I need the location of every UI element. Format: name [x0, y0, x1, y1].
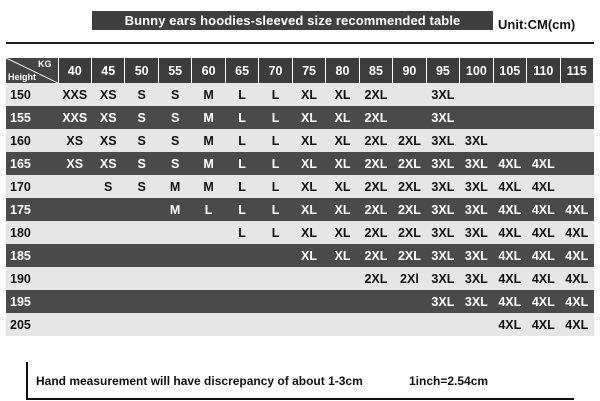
size-cell: [58, 198, 91, 221]
height-label: Height: [8, 72, 36, 82]
size-cell: 2XL: [359, 129, 392, 152]
table-row: [6, 83, 594, 106]
size-cell: [560, 175, 593, 198]
size-cell: M: [192, 129, 225, 152]
size-cell: XS: [91, 152, 124, 175]
size-cell: [527, 129, 560, 152]
size-cell: [58, 290, 91, 313]
size-cell: 3XL: [426, 198, 459, 221]
weight-header-cell: 45: [91, 58, 124, 83]
size-cell: 3XL: [460, 290, 493, 313]
size-cell: [125, 244, 158, 267]
size-cell: [560, 129, 593, 152]
size-cell: 2XL: [359, 244, 392, 267]
size-cell: XL: [326, 129, 359, 152]
size-cell: XL: [326, 175, 359, 198]
table-row: [6, 244, 594, 267]
size-cell: 3XL: [460, 152, 493, 175]
size-cell: S: [158, 83, 191, 106]
size-cell: [259, 290, 292, 313]
size-cell: XL: [326, 152, 359, 175]
size-cell: [292, 290, 325, 313]
size-cell: 4XL: [560, 267, 593, 290]
size-cell: 2XL: [359, 221, 392, 244]
size-cell: XL: [292, 83, 325, 106]
table-row: [6, 221, 594, 244]
size-cell: 4XL: [493, 152, 526, 175]
weight-header-cell: 90: [393, 58, 426, 83]
size-cell: [91, 244, 124, 267]
size-cell: 4XL: [560, 290, 593, 313]
table-row: [6, 198, 594, 221]
size-cell: 2Xl: [393, 267, 426, 290]
size-cell: [58, 175, 91, 198]
size-cell: [493, 83, 526, 106]
size-cell: [125, 290, 158, 313]
size-cell: [460, 106, 493, 129]
size-cell: 4XL: [493, 198, 526, 221]
size-cell: 4XL: [527, 198, 560, 221]
size-cell: 3XL: [426, 152, 459, 175]
size-cell: [259, 267, 292, 290]
unit-label: Unit:CM(cm): [498, 17, 576, 32]
size-cell: 3XL: [426, 83, 459, 106]
size-cell: L: [225, 175, 258, 198]
size-cell: XL: [292, 106, 325, 129]
size-cell: L: [225, 198, 258, 221]
inch-conversion: 1inch=2.54cm: [409, 374, 489, 388]
size-cell: [225, 313, 258, 336]
weight-header-cell: 95: [426, 58, 459, 83]
table-row: [6, 290, 594, 313]
size-cell: [158, 290, 191, 313]
size-cell: [192, 267, 225, 290]
size-cell: 2XL: [393, 152, 426, 175]
size-cell: 4XL: [560, 221, 593, 244]
size-cell: [393, 106, 426, 129]
size-cell: L: [259, 152, 292, 175]
weight-header-cell: 55: [158, 58, 191, 83]
table-row: [6, 175, 594, 198]
size-cell: 2XL: [393, 175, 426, 198]
size-cell: [58, 221, 91, 244]
size-cell: M: [192, 106, 225, 129]
weight-header-cell: 100: [460, 58, 493, 83]
size-cell: M: [192, 152, 225, 175]
size-cell: 2XL: [359, 83, 392, 106]
height-cell: 195: [6, 290, 58, 313]
size-cell: XL: [292, 152, 325, 175]
size-cell: 4XL: [560, 244, 593, 267]
size-cell: [125, 267, 158, 290]
corner-cell: [6, 58, 58, 83]
table-row: [6, 267, 594, 290]
size-cell: [527, 83, 560, 106]
size-cell: S: [125, 83, 158, 106]
size-cell: [91, 267, 124, 290]
size-cell: 3XL: [460, 175, 493, 198]
size-cell: L: [259, 221, 292, 244]
size-cell: XL: [326, 221, 359, 244]
size-cell: L: [259, 83, 292, 106]
size-cell: [326, 290, 359, 313]
size-cell: [225, 267, 258, 290]
size-cell: XXS: [58, 106, 91, 129]
size-cell: 4XL: [493, 244, 526, 267]
top-divider: [6, 42, 594, 44]
height-cell: 165: [6, 152, 58, 175]
size-cell: XL: [326, 198, 359, 221]
size-cell: 3XL: [426, 175, 459, 198]
size-cell: [460, 83, 493, 106]
size-cell: [91, 313, 124, 336]
size-cell: 4XL: [493, 175, 526, 198]
size-cell: 4XL: [527, 290, 560, 313]
height-cell: 150: [6, 83, 58, 106]
size-cell: XL: [292, 175, 325, 198]
size-cell: 4XL: [527, 175, 560, 198]
table-row: [6, 152, 594, 175]
table-row: [6, 313, 594, 336]
size-cell: [125, 313, 158, 336]
size-cell: S: [91, 175, 124, 198]
size-cell: XL: [292, 198, 325, 221]
bracket-line-vertical: [26, 362, 28, 400]
size-cell: [393, 313, 426, 336]
size-cell: 2XL: [393, 198, 426, 221]
size-cell: [225, 244, 258, 267]
size-cell: 2XL: [359, 106, 392, 129]
size-cell: 4XL: [493, 267, 526, 290]
size-cell: 2XL: [359, 152, 392, 175]
size-cell: S: [125, 152, 158, 175]
height-cell: 155: [6, 106, 58, 129]
size-cell: [192, 313, 225, 336]
size-cell: [192, 221, 225, 244]
size-cell: L: [259, 175, 292, 198]
size-cell: [158, 267, 191, 290]
size-cell: [125, 221, 158, 244]
size-cell: XS: [58, 129, 91, 152]
size-cell: [158, 313, 191, 336]
size-cell: XS: [91, 106, 124, 129]
table-row: [6, 106, 594, 129]
size-cell: [91, 198, 124, 221]
size-cell: S: [125, 175, 158, 198]
size-cell: 4XL: [527, 267, 560, 290]
size-cell: 4XL: [527, 244, 560, 267]
size-cell: L: [225, 221, 258, 244]
size-cell: 4XL: [527, 152, 560, 175]
bracket-line-horizontal: [26, 398, 574, 400]
size-cell: [326, 313, 359, 336]
weight-header-cell: 70: [259, 58, 292, 83]
weight-header-cell: 60: [192, 58, 225, 83]
size-cell: XXS: [58, 83, 91, 106]
height-cell: 185: [6, 244, 58, 267]
size-cell: M: [158, 198, 191, 221]
size-cell: XL: [292, 129, 325, 152]
height-cell: 170: [6, 175, 58, 198]
weight-header-cell: 105: [493, 58, 526, 83]
size-cell: [158, 221, 191, 244]
size-cell: [326, 267, 359, 290]
size-cell: 3XL: [426, 129, 459, 152]
size-cell: [426, 313, 459, 336]
measurement-note: Hand measurement will have discrepancy of about 1-3cm: [36, 374, 363, 388]
size-cell: [125, 198, 158, 221]
size-cell: [91, 290, 124, 313]
size-cell: [259, 313, 292, 336]
height-cell: 190: [6, 267, 58, 290]
size-cell: 4XL: [493, 290, 526, 313]
table-row: [6, 129, 594, 152]
size-cell: 3XL: [460, 221, 493, 244]
size-cell: [58, 313, 91, 336]
size-cell: [158, 244, 191, 267]
weight-header-cell: 65: [225, 58, 258, 83]
size-cell: S: [125, 129, 158, 152]
size-cell: 3XL: [426, 290, 459, 313]
size-cell: 3XL: [426, 267, 459, 290]
size-cell: S: [158, 106, 191, 129]
size-cell: [560, 152, 593, 175]
weight-header-cell: 50: [125, 58, 158, 83]
kg-label: KG: [38, 59, 52, 69]
size-cell: [292, 267, 325, 290]
size-cell: L: [225, 106, 258, 129]
size-cell: 3XL: [460, 244, 493, 267]
size-cell: 4XL: [560, 198, 593, 221]
size-cell: M: [192, 175, 225, 198]
size-cell: L: [259, 129, 292, 152]
size-cell: S: [158, 129, 191, 152]
size-cell: 4XL: [527, 313, 560, 336]
size-cell: [393, 290, 426, 313]
size-cell: 3XL: [426, 221, 459, 244]
height-cell: 180: [6, 221, 58, 244]
height-cell: 160: [6, 129, 58, 152]
size-cell: [58, 244, 91, 267]
size-cell: 3XL: [460, 198, 493, 221]
size-cell: 2XL: [359, 175, 392, 198]
size-cell: [225, 290, 258, 313]
size-cell: L: [192, 198, 225, 221]
size-cell: [560, 83, 593, 106]
size-cell: L: [225, 83, 258, 106]
size-cell: 3XL: [460, 267, 493, 290]
size-cell: [192, 244, 225, 267]
size-cell: S: [158, 152, 191, 175]
weight-header-cell: 40: [58, 58, 91, 83]
size-cell: [493, 106, 526, 129]
size-cell: 4XL: [493, 313, 526, 336]
size-cell: [493, 129, 526, 152]
size-cell: 2XL: [393, 244, 426, 267]
size-cell: XL: [292, 221, 325, 244]
size-cell: S: [125, 106, 158, 129]
size-cell: 4XL: [560, 313, 593, 336]
size-cell: XS: [58, 152, 91, 175]
weight-header-row: [6, 58, 594, 83]
size-cell: 2XL: [393, 221, 426, 244]
size-cell: M: [158, 175, 191, 198]
size-cell: XS: [91, 83, 124, 106]
size-cell: XL: [326, 106, 359, 129]
weight-header-cell: 75: [292, 58, 325, 83]
size-cell: [359, 313, 392, 336]
size-cell: 4XL: [527, 221, 560, 244]
size-cell: [359, 290, 392, 313]
size-cell: L: [225, 152, 258, 175]
height-cell: 175: [6, 198, 58, 221]
size-cell: [192, 290, 225, 313]
table-body: [6, 83, 594, 336]
size-cell: XS: [91, 129, 124, 152]
size-cell: [393, 83, 426, 106]
size-cell: 3XL: [426, 244, 459, 267]
weight-header-cell: 85: [359, 58, 392, 83]
size-cell: L: [259, 198, 292, 221]
size-cell: 4XL: [493, 221, 526, 244]
weight-header-cell: 80: [326, 58, 359, 83]
size-cell: XL: [326, 244, 359, 267]
size-cell: L: [259, 106, 292, 129]
size-cell: [292, 313, 325, 336]
size-cell: XL: [292, 244, 325, 267]
size-cell: [560, 106, 593, 129]
weight-header-cell: 110: [527, 58, 560, 83]
size-cell: 3XL: [426, 106, 459, 129]
size-cell: [91, 221, 124, 244]
size-cell: M: [192, 83, 225, 106]
size-cell: 2XL: [359, 198, 392, 221]
size-cell: [460, 313, 493, 336]
size-cell: [527, 106, 560, 129]
size-cell: [259, 244, 292, 267]
weight-header-cell: 115: [560, 58, 593, 83]
size-cell: 2XL: [359, 267, 392, 290]
size-cell: [58, 267, 91, 290]
table-title: Bunny ears hoodies-sleeved size recommended table: [92, 11, 493, 30]
size-cell: XL: [326, 83, 359, 106]
height-cell: 205: [6, 313, 58, 336]
size-cell: L: [225, 129, 258, 152]
size-table: [6, 58, 594, 336]
size-cell: 2XL: [393, 129, 426, 152]
size-cell: 3XL: [460, 129, 493, 152]
